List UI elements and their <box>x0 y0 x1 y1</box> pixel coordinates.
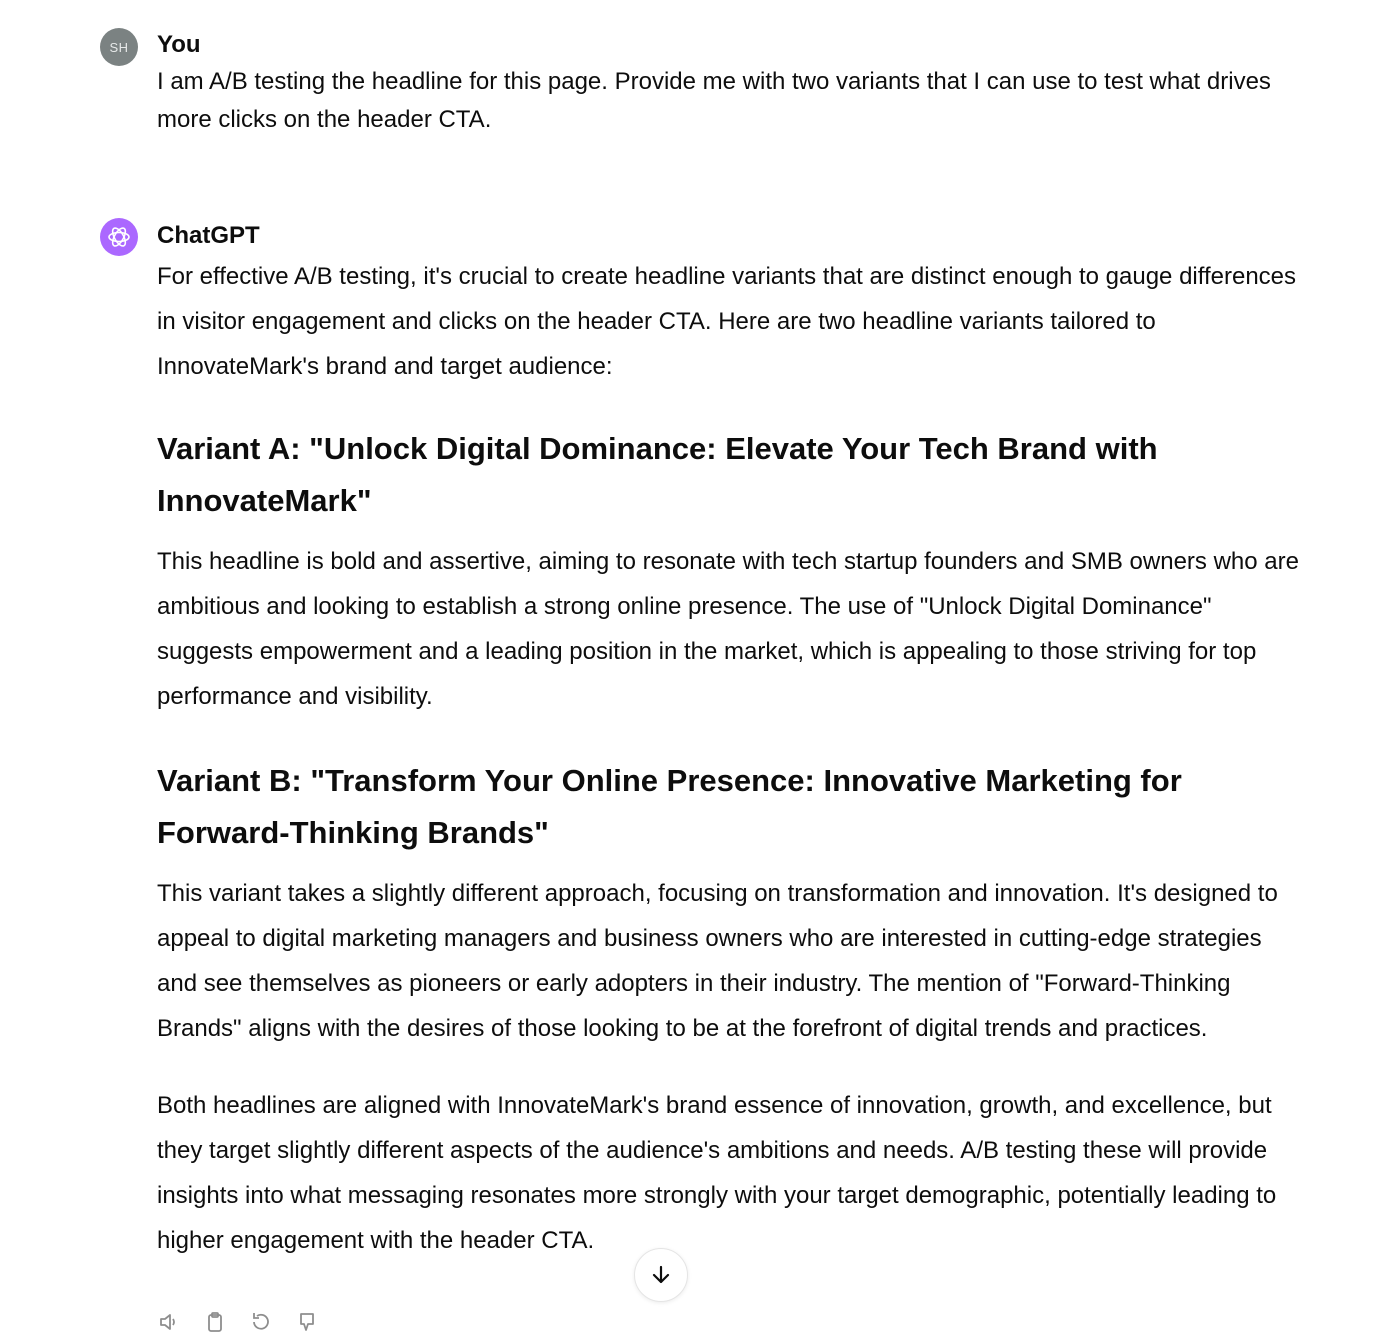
user-avatar-initials: SH <box>109 39 129 55</box>
variant-b-heading: Variant B: "Transform Your Online Presence: Innovative Marketing for Forward-Thinking Brands" <box>157 763 1182 850</box>
assistant-author-name: ChatGPT <box>157 222 260 249</box>
user-author-name: You <box>157 31 201 58</box>
thumbs-down-icon <box>295 1310 319 1334</box>
message-actions <box>157 1310 319 1334</box>
assistant-intro: For effective A/B testing, it's crucial to create headline variants that are distinct enough to gauge differences in visitor engagement and clicks on the header CTA. Here are two headline variants tailored to InnovateMark's brand and target audience: <box>157 263 1297 380</box>
clipboard-icon <box>203 1310 227 1334</box>
speaker-icon <box>157 1310 181 1334</box>
user-message <box>100 28 1300 148</box>
read-aloud-button[interactable] <box>157 1310 181 1334</box>
regenerate-button[interactable] <box>249 1310 273 1334</box>
assistant-conclusion: Both headlines are aligned with InnovateMark's brand essence of innovation, growth, and excellence, but they target slightly different aspects of the audience's ambitions and needs. A/B testing these will provide insights into what messaging resonates more strongly with your target demographic, potentially leading to higher engagement with the header CTA. <box>157 1092 1277 1254</box>
user-avatar <box>100 28 138 66</box>
scroll-to-bottom-button[interactable] <box>634 1248 688 1302</box>
variant-b-body: This variant takes a slightly different approach, focusing on transformation and innovation. It's designed to appeal to digital marketing managers and business owners who are interested in cutting-edge strategies and see themselves as pioneers or early adopters in their industry. The mention of "Forward-Thinking Brands" aligns with the desires of those looking to be at the forefront of digital trends and practices. <box>157 880 1278 1042</box>
assistant-message <box>100 218 1300 1298</box>
openai-logo-icon <box>106 224 132 250</box>
variant-a-body: This headline is bold and assertive, aiming to resonate with tech startup founders and SMB owners who are ambitious and looking to establish a strong online presence. The use of "Unlock Digital Dominance" suggests empowerment and a leading position in the market, which is appealing to those striving for top performance and visibility. <box>157 548 1299 710</box>
variant-a-heading: Variant A: "Unlock Digital Dominance: Elevate Your Tech Brand with InnovateMark" <box>157 431 1158 518</box>
arrow-down-icon <box>649 1263 673 1287</box>
assistant-avatar <box>100 218 138 256</box>
copy-button[interactable] <box>203 1310 227 1334</box>
bad-response-button[interactable] <box>295 1310 319 1334</box>
user-message-text: I am A/B testing the headline for this page. Provide me with two variants that I can use to test what drives more clicks on the header CTA. <box>157 68 1271 133</box>
regenerate-icon <box>249 1310 273 1334</box>
